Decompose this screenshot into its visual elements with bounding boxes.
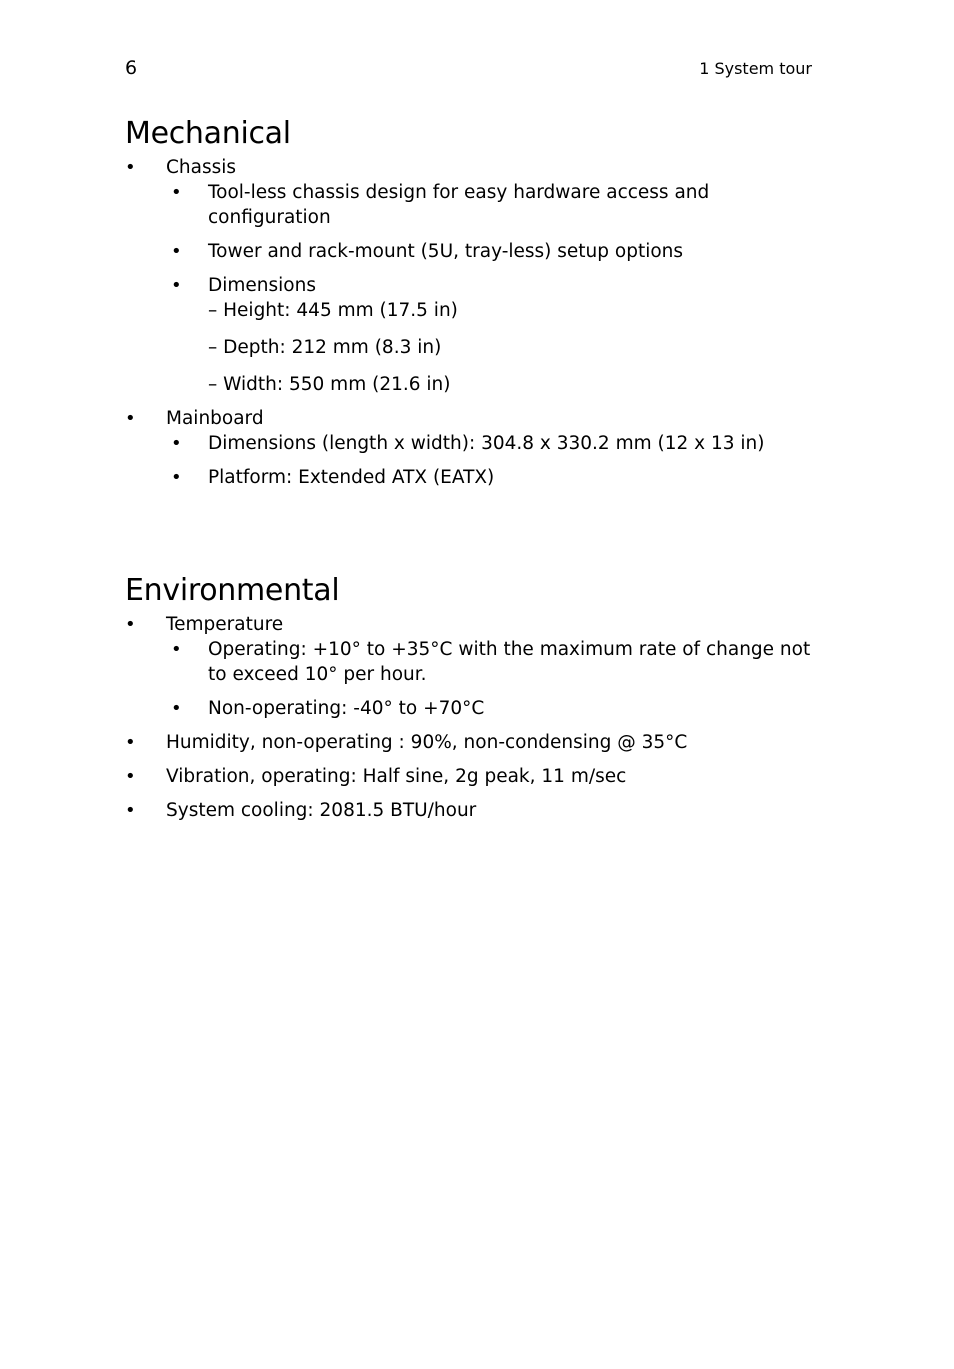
dimension-depth (208, 335, 825, 360)
mechanical-section (125, 113, 825, 499)
list-item (166, 431, 825, 456)
bullet-glyph: • (171, 182, 182, 203)
bullet-glyph: • (125, 732, 136, 753)
list-item (166, 239, 825, 264)
chassis-sublist (166, 180, 825, 397)
page-header (125, 56, 812, 80)
list-item (166, 696, 825, 721)
list-item-text: – Width: 550 mm (21.6 in) (208, 374, 451, 395)
list-item-text: Platform: Extended ATX (EATX) (208, 467, 495, 488)
list-item-text: System cooling: 2081.5 BTU/hour (166, 800, 477, 821)
bullet-glyph: • (125, 766, 136, 787)
list-item (166, 637, 825, 687)
list-item-dimensions (166, 273, 825, 397)
bullet-glyph: • (125, 800, 136, 821)
list-item-text: Humidity, non-operating : 90%, non-condensing @ 35°C (166, 732, 688, 753)
list-item-label: Temperature (166, 614, 284, 635)
bullet-glyph: • (171, 275, 182, 296)
list-item-humidity (125, 730, 825, 755)
bullet-glyph: • (125, 408, 136, 429)
bullet-glyph: • (171, 467, 182, 488)
section-heading-mechanical: Mechanical (125, 116, 291, 151)
list-item-system-cooling (125, 798, 825, 823)
list-item-text: Vibration, operating: Half sine, 2g peak, 11 m/sec (166, 766, 627, 787)
list-item-text: Dimensions (length x width): 304.8 x 330.2 mm (12 x 13 in) (208, 433, 765, 454)
bullet-glyph: • (171, 241, 182, 262)
list-item-vibration (125, 764, 825, 789)
list-item-text: – Height: 445 mm (17.5 in) (208, 300, 458, 321)
environmental-list (125, 612, 825, 823)
list-item-text: Tool-less chassis design for easy hardware access and configuration (208, 182, 710, 228)
bullet-glyph: • (125, 157, 136, 178)
mechanical-list (125, 155, 825, 490)
dimension-width (208, 372, 825, 397)
list-item-text: Tower and rack-mount (5U, tray-less) setup options (208, 241, 684, 262)
list-item-text: Non-operating: -40° to +70°C (208, 698, 485, 719)
list-item-label: Mainboard (166, 408, 264, 429)
bullet-glyph: • (171, 433, 182, 454)
list-item (166, 180, 825, 230)
dimensions-sublist (208, 298, 825, 397)
bullet-glyph: • (125, 614, 136, 635)
bullet-glyph: • (171, 698, 182, 719)
running-chapter-title: 1 System tour (699, 59, 812, 78)
bullet-glyph: • (171, 639, 182, 660)
dimension-height (208, 298, 825, 323)
temperature-sublist (166, 637, 825, 721)
list-item-text: Operating: +10° to +35°C with the maximum rate of change not to exceed 10° per hour. (208, 639, 811, 685)
page-number: 6 (125, 57, 138, 79)
list-item-chassis (125, 155, 825, 397)
section-heading-environmental: Environmental (125, 573, 340, 608)
mainboard-sublist (166, 431, 825, 490)
list-item-text: – Depth: 212 mm (8.3 in) (208, 337, 442, 358)
list-item (166, 465, 825, 490)
list-item-mainboard (125, 406, 825, 490)
list-item-label: Chassis (166, 157, 237, 178)
list-item-temperature (125, 612, 825, 721)
list-item-text: Dimensions (208, 275, 316, 296)
environmental-section (125, 570, 825, 832)
